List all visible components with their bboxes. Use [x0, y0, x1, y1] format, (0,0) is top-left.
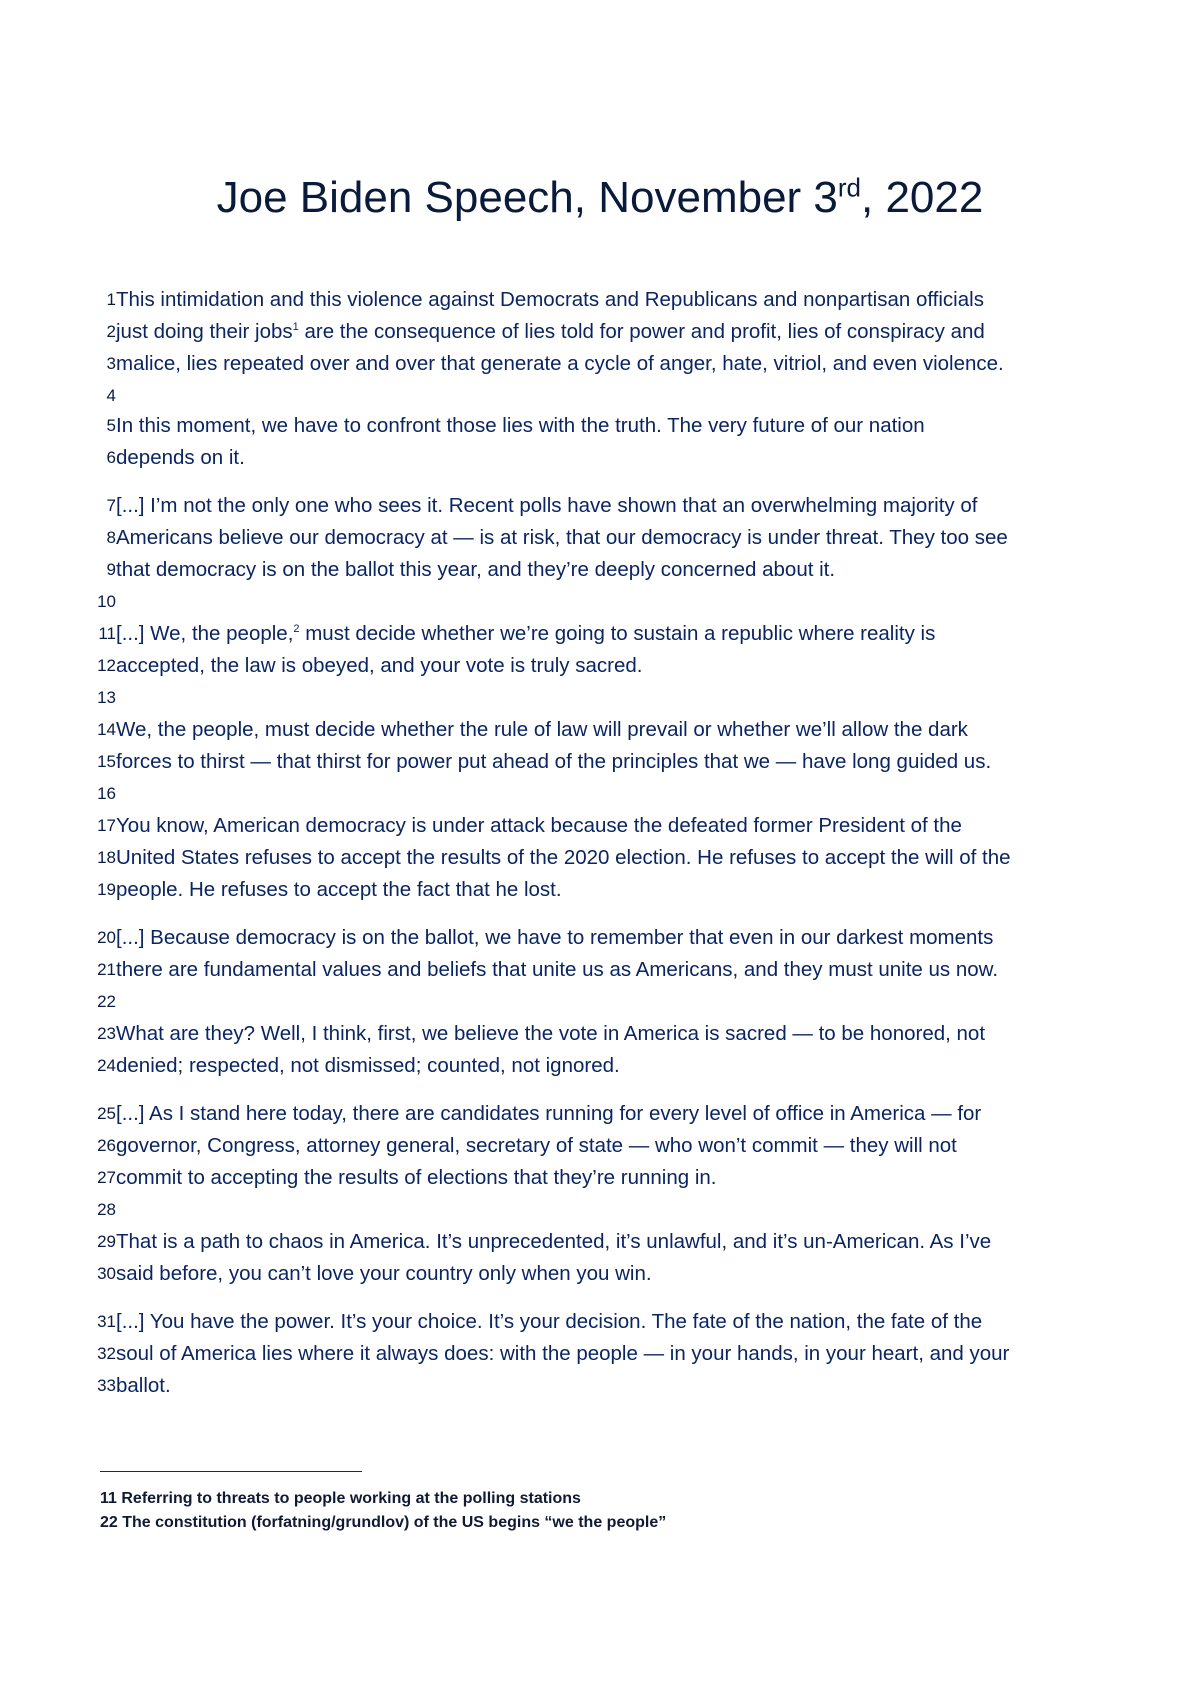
speech-line [0, 442, 1200, 474]
speech-line [0, 490, 1200, 522]
line-number: 9 [106, 560, 116, 579]
line-number: 30 [97, 1264, 116, 1283]
footnote-mark: 2 [100, 1514, 109, 1531]
line-text: said before, you can’t love your country only when you win. [116, 1262, 652, 1285]
speech-line [0, 1258, 1200, 1290]
line-number: 7 [106, 496, 116, 515]
speech-line [0, 1338, 1200, 1370]
line-text: malice, lies repeated over and over that generate a cycle of anger, hate, vitriol, and even violence. [116, 352, 1004, 375]
line-number: 26 [97, 1136, 116, 1155]
footnote-mark: 1 [100, 1490, 109, 1507]
line-number: 32 [97, 1344, 116, 1363]
line-text: Americans believe our democracy at — is at risk, that our democracy is under threat. They too see [116, 526, 1008, 549]
title-superscript: rd [837, 172, 862, 203]
line-number: 14 [97, 720, 116, 739]
page-title: Joe Biden Speech, November 3rd, 2022 [216, 172, 984, 222]
footnote [100, 1488, 581, 1510]
line-number: 21 [97, 960, 116, 979]
speech-line [0, 522, 1200, 554]
line-text: accepted, the law is obeyed, and your vote is truly sacred. [116, 654, 643, 677]
line-number: 6 [106, 448, 116, 467]
speech-line [0, 380, 1200, 412]
line-number: 27 [97, 1168, 116, 1187]
speech-line [0, 922, 1200, 954]
speech-line [0, 554, 1200, 586]
line-text: depends on it. [116, 446, 245, 469]
line-text: This intimidation and this violence against Democrats and Republicans and nonpartisan officials [116, 288, 984, 311]
line-text: [...] We, the people,$^2$ must decide whether we’re going to sustain a republic where reality is [116, 622, 936, 645]
line-number: 25 [97, 1104, 116, 1123]
line-text: forces to thirst — that thirst for power put ahead of the principles that we — have long guided us. [116, 750, 992, 773]
speech-line [0, 650, 1200, 682]
line-text: That is a path to chaos in America. It’s unprecedented, it’s unlawful, and it’s un-American. As I’ve [116, 1230, 992, 1253]
line-number: 17 [97, 816, 116, 835]
speech-line [0, 682, 1200, 714]
footnote-text: 2 The constitution (forfatning/grundlov) of the US begins “we the people” [108, 1514, 667, 1531]
speech-line [0, 618, 1200, 650]
line-text: In this moment, we have to confront those lies with the truth. The very future of our nation [116, 414, 925, 437]
speech-line [0, 1370, 1200, 1402]
footnote-text: 1 Referring to threats to people working at the polling stations [108, 1490, 581, 1507]
line-number: 2 [106, 322, 116, 341]
line-number: 28 [97, 1200, 116, 1219]
line-number: 15 [97, 752, 116, 771]
line-number: 11 [98, 624, 116, 643]
speech-line [0, 874, 1200, 906]
line-number: 10 [97, 592, 116, 611]
footnote-reference[interactable]: 1 [292, 321, 299, 334]
line-text: We, the people, must decide whether the rule of law will prevail or whether we’ll allow the dark [116, 718, 968, 741]
line-text: United States refuses to accept the results of the 2020 election. He refuses to accept the will of the [116, 846, 1011, 869]
line-number: 1 [106, 290, 116, 309]
speech-line [0, 1050, 1200, 1082]
line-text: [...] I’m not the only one who sees it. Recent polls have shown that an overwhelming majority of [116, 494, 978, 517]
line-number: 3 [106, 354, 116, 373]
line-number: 13 [97, 688, 116, 707]
footnote [100, 1512, 666, 1534]
speech-line [0, 954, 1200, 986]
line-number: 5 [106, 416, 116, 435]
speech-line [0, 1194, 1200, 1226]
line-number: 24 [97, 1056, 116, 1075]
speech-line [0, 986, 1200, 1018]
line-text: soul of America lies where it always does: with the people — in your hands, in your heart, and your [116, 1342, 1010, 1365]
line-text: [...] As I stand here today, there are candidates running for every level of office in America — for [116, 1102, 982, 1125]
speech-line [0, 348, 1200, 380]
line-text: people. He refuses to accept the fact that he lost. [116, 878, 562, 901]
speech-line [0, 1018, 1200, 1050]
speech-line [0, 316, 1200, 348]
speech-line [0, 842, 1200, 874]
speech-line [0, 1306, 1200, 1338]
line-text: denied; respected, not dismissed; counted, not ignored. [116, 1054, 620, 1077]
line-text: [...] Because democracy is on the ballot, we have to remember that even in our darkest moments [116, 926, 994, 949]
line-number: 19 [97, 880, 116, 899]
line-number: 29 [97, 1232, 116, 1251]
line-text: [...] You have the power. It’s your choice. It’s your decision. The fate of the nation, the fate of the [116, 1310, 983, 1333]
speech-line [0, 1162, 1200, 1194]
line-number: 20 [97, 928, 116, 947]
speech-line [0, 284, 1200, 316]
line-number: 33 [97, 1376, 116, 1395]
line-number: 16 [97, 784, 116, 803]
speech-line [0, 778, 1200, 810]
speech-line [0, 1098, 1200, 1130]
line-number: 4 [106, 386, 116, 405]
line-text: What are they? Well, I think, first, we believe the vote in America is sacred — to be honored, not [116, 1022, 986, 1045]
speech-line [0, 586, 1200, 618]
speech-line [0, 714, 1200, 746]
line-text: just doing their jobs$^1$ are the consequence of lies told for power and profit, lies of conspiracy and [116, 320, 985, 343]
speech-line [0, 1130, 1200, 1162]
line-number: 23 [97, 1024, 116, 1043]
line-text: You know, American democracy is under attack because the defeated former President of the [116, 814, 962, 837]
line-number: 12 [97, 656, 116, 675]
speech-line [0, 410, 1200, 442]
line-number: 18 [97, 848, 116, 867]
line-number: 8 [106, 528, 116, 547]
line-text: commit to accepting the results of elections that they’re running in. [116, 1166, 717, 1189]
line-text: governor, Congress, attorney general, secretary of state — who won’t commit — they will not [116, 1134, 957, 1157]
speech-line [0, 746, 1200, 778]
footnote-reference[interactable]: 2 [293, 623, 300, 636]
speech-line [0, 1226, 1200, 1258]
line-number: 31 [97, 1312, 116, 1331]
speech-line [0, 810, 1200, 842]
line-number: 22 [97, 992, 116, 1011]
line-text: there are fundamental values and beliefs that unite us as Americans, and they must unite us now. [116, 958, 999, 981]
footnote-separator [100, 1471, 362, 1472]
line-text: ballot. [116, 1374, 171, 1397]
line-text: that democracy is on the ballot this year, and they’re deeply concerned about it. [116, 558, 836, 581]
